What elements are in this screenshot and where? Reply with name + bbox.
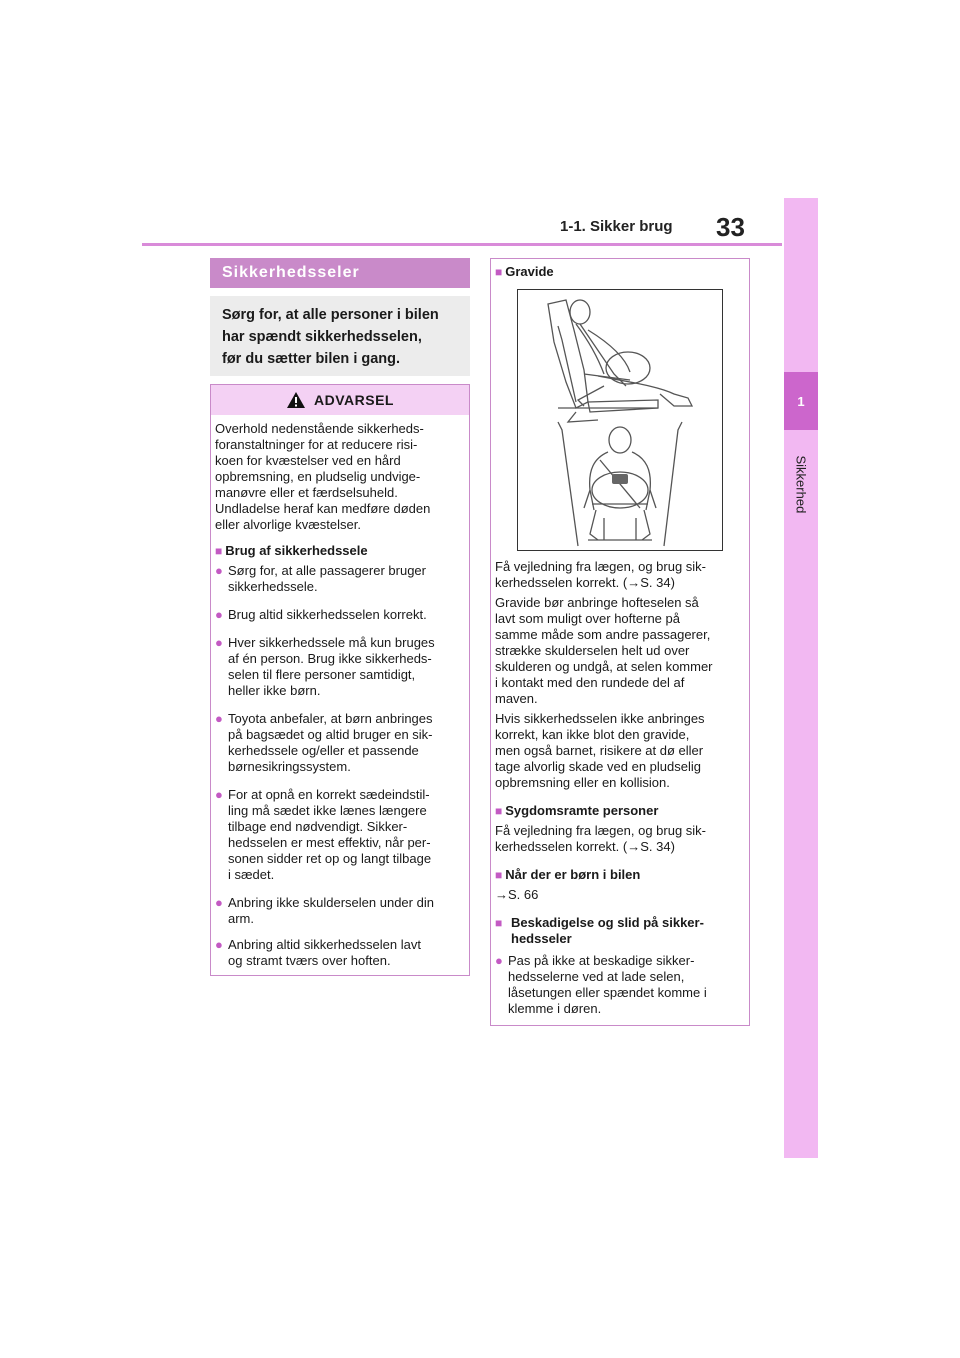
text-line: af én person. Brug ikke sikkerheds-	[228, 651, 432, 666]
text-line: Få vejledning fra lægen, og brug sik-	[495, 823, 707, 838]
text-line: Undladelse heraf kan medføre døden	[215, 501, 431, 516]
warning-triangle-icon	[286, 391, 306, 409]
header-divider	[142, 243, 782, 246]
text-line: kerhedssele og/eller et passende	[228, 743, 419, 758]
text-line: foranstaltninger for at reducere risi-	[215, 437, 418, 452]
sygdom-paragraph	[495, 823, 745, 855]
header-section-title: 1-1. Sikker brug	[560, 218, 673, 235]
text-line: Brug altid sikkerhedsselen korrekt.	[228, 607, 427, 622]
text-line: eller alvorlige kvæstelser.	[215, 517, 361, 532]
text-line: Anbring altid sikkerhedsselen lavt	[228, 937, 421, 952]
text-line: hedsselen er mest effektiv, når per-	[228, 835, 431, 850]
skade-heading	[495, 915, 745, 947]
square-bullet-icon: ■	[495, 265, 503, 279]
text-line: Gravide bør anbringe hofteselen så	[495, 595, 699, 610]
warning-subheading	[215, 543, 463, 559]
warning-title: ADVARSEL	[314, 392, 394, 408]
round-bullet-icon: ●	[215, 563, 223, 578]
text-line: men også barnet, risikere at dø eller	[495, 743, 704, 758]
text-line: selen til flere personer samtidigt,	[228, 667, 416, 682]
warning-bullet	[215, 607, 465, 623]
section-title: Sikkerhedsseler	[210, 258, 470, 288]
text-line: opbremsning, en pludselig undvige-	[215, 469, 421, 484]
intro-box	[210, 296, 470, 376]
subheading-text: Brug af sikkerhedssele	[225, 543, 368, 558]
text-line: klemme i døren.	[508, 1001, 602, 1016]
text-line: lavt som muligt over hofterne på	[495, 611, 680, 626]
gravide-paragraph-2	[495, 595, 745, 707]
info-box	[490, 258, 750, 1026]
illustration-drawing	[518, 290, 722, 550]
heading-text: Når der er børn i bilen	[505, 867, 641, 882]
warning-bullet	[215, 635, 465, 699]
round-bullet-icon: ●	[215, 711, 223, 726]
born-heading	[495, 867, 745, 883]
text-line: på bagsædet og altid bruger en sik-	[228, 727, 433, 742]
gravide-heading	[495, 264, 745, 280]
heading-text: Beskadigelse og slid på sikker-	[511, 915, 704, 930]
text-line: heller ikke børn.	[228, 683, 321, 698]
warning-header	[211, 385, 469, 415]
text-line: i kontakt med den rundede del af	[495, 675, 685, 690]
text-line: Anbring ikke skulderselen under din	[228, 895, 434, 910]
text-line: kerhedsselen korrekt. (→S. 34)	[495, 575, 675, 590]
skade-bullet	[495, 953, 745, 1017]
text-line: manøvre eller et færdselsuheld.	[215, 485, 398, 500]
text-line: koen for kvæstelser ved en hård	[215, 453, 401, 468]
text-line: Overhold nedenstående sikkerheds-	[215, 421, 424, 436]
text-line: maven.	[495, 691, 538, 706]
chapter-label: Sikkerhed	[793, 455, 809, 514]
round-bullet-icon: ●	[215, 895, 223, 910]
text-line: Sørg for, at alle passagerer bruger	[228, 563, 426, 578]
text-line: korrekt, kan ikke blot den gravide,	[495, 727, 690, 742]
sygdom-heading	[495, 803, 745, 819]
warning-paragraph	[215, 421, 463, 533]
text-line: Hver sikkerhedssele må kun bruges	[228, 635, 435, 650]
gravide-paragraph-1	[495, 559, 745, 591]
text-line: sikkerhedssele.	[228, 579, 318, 594]
heading-text: Gravide	[505, 264, 554, 279]
text-line: tage alvorlig skade ved en pludselig	[495, 759, 701, 774]
text-line: strække skulderselen helt ud over	[495, 643, 690, 658]
text-line: Toyota anbefaler, at børn anbringes	[228, 711, 433, 726]
text-line: arm.	[228, 911, 254, 926]
pregnant-woman-seatbelt-illustration	[517, 289, 723, 551]
text-line: For at opnå en korrekt sædeindstil-	[228, 787, 430, 802]
text-line: samme måde som andre passagerer,	[495, 627, 711, 642]
text-line: tilbage end nødvendigt. Sikker-	[228, 819, 408, 834]
text-line: opbremsning eller en kollision.	[495, 775, 670, 790]
chapter-sidebar	[784, 198, 818, 1158]
intro-line: har spændt sikkerhedsselen,	[222, 329, 422, 345]
square-bullet-icon: ■	[495, 804, 503, 818]
text-line: kerhedsselen korrekt. (→S. 34)	[495, 839, 675, 854]
born-page-reference[interactable]: →S. 66	[495, 887, 539, 902]
warning-bullet	[215, 711, 465, 775]
round-bullet-icon: ●	[215, 787, 223, 802]
round-bullet-icon: ●	[215, 607, 223, 622]
heading-text: hedsseler	[511, 931, 572, 946]
text-line: sonen sidder ret op og langt tilbage	[228, 851, 432, 866]
square-bullet-icon: ■	[215, 544, 223, 558]
page-number: 33	[716, 212, 745, 242]
square-bullet-icon: ■	[495, 916, 503, 930]
gravide-paragraph-3	[495, 711, 745, 791]
warning-bullet	[215, 937, 465, 969]
warning-bullet	[215, 895, 465, 927]
round-bullet-icon: ●	[215, 937, 223, 952]
intro-line: før du sætter bilen i gang.	[222, 351, 401, 367]
heading-text: Sygdomsramte personer	[505, 803, 659, 818]
text-line: og stramt tværs over hoften.	[228, 953, 391, 968]
text-line: hedsselerne ved at lade selen,	[508, 969, 685, 984]
intro-line: Sørg for, at alle personer i bilen	[222, 307, 439, 323]
round-bullet-icon: ●	[215, 635, 223, 650]
text-line: Pas på ikke at beskadige sikker-	[508, 953, 695, 968]
text-line: Hvis sikkerhedsselen ikke anbringes	[495, 711, 705, 726]
warning-bullet	[215, 563, 465, 595]
text-line: Få vejledning fra lægen, og brug sik-	[495, 559, 707, 574]
square-bullet-icon: ■	[495, 868, 503, 882]
chapter-number-tab[interactable]: 1	[784, 372, 818, 430]
text-line: ling må sædet ikke lænes længere	[228, 803, 427, 818]
warning-bullet	[215, 787, 465, 883]
text-line: låsetungen eller spændet komme i	[508, 985, 707, 1000]
warning-box	[210, 384, 470, 976]
round-bullet-icon: ●	[495, 953, 503, 968]
text-line: i sædet.	[228, 867, 275, 882]
text-line: børnesikringssystem.	[228, 759, 351, 774]
text-line: skulderen og undgå, at selen kommer	[495, 659, 713, 674]
